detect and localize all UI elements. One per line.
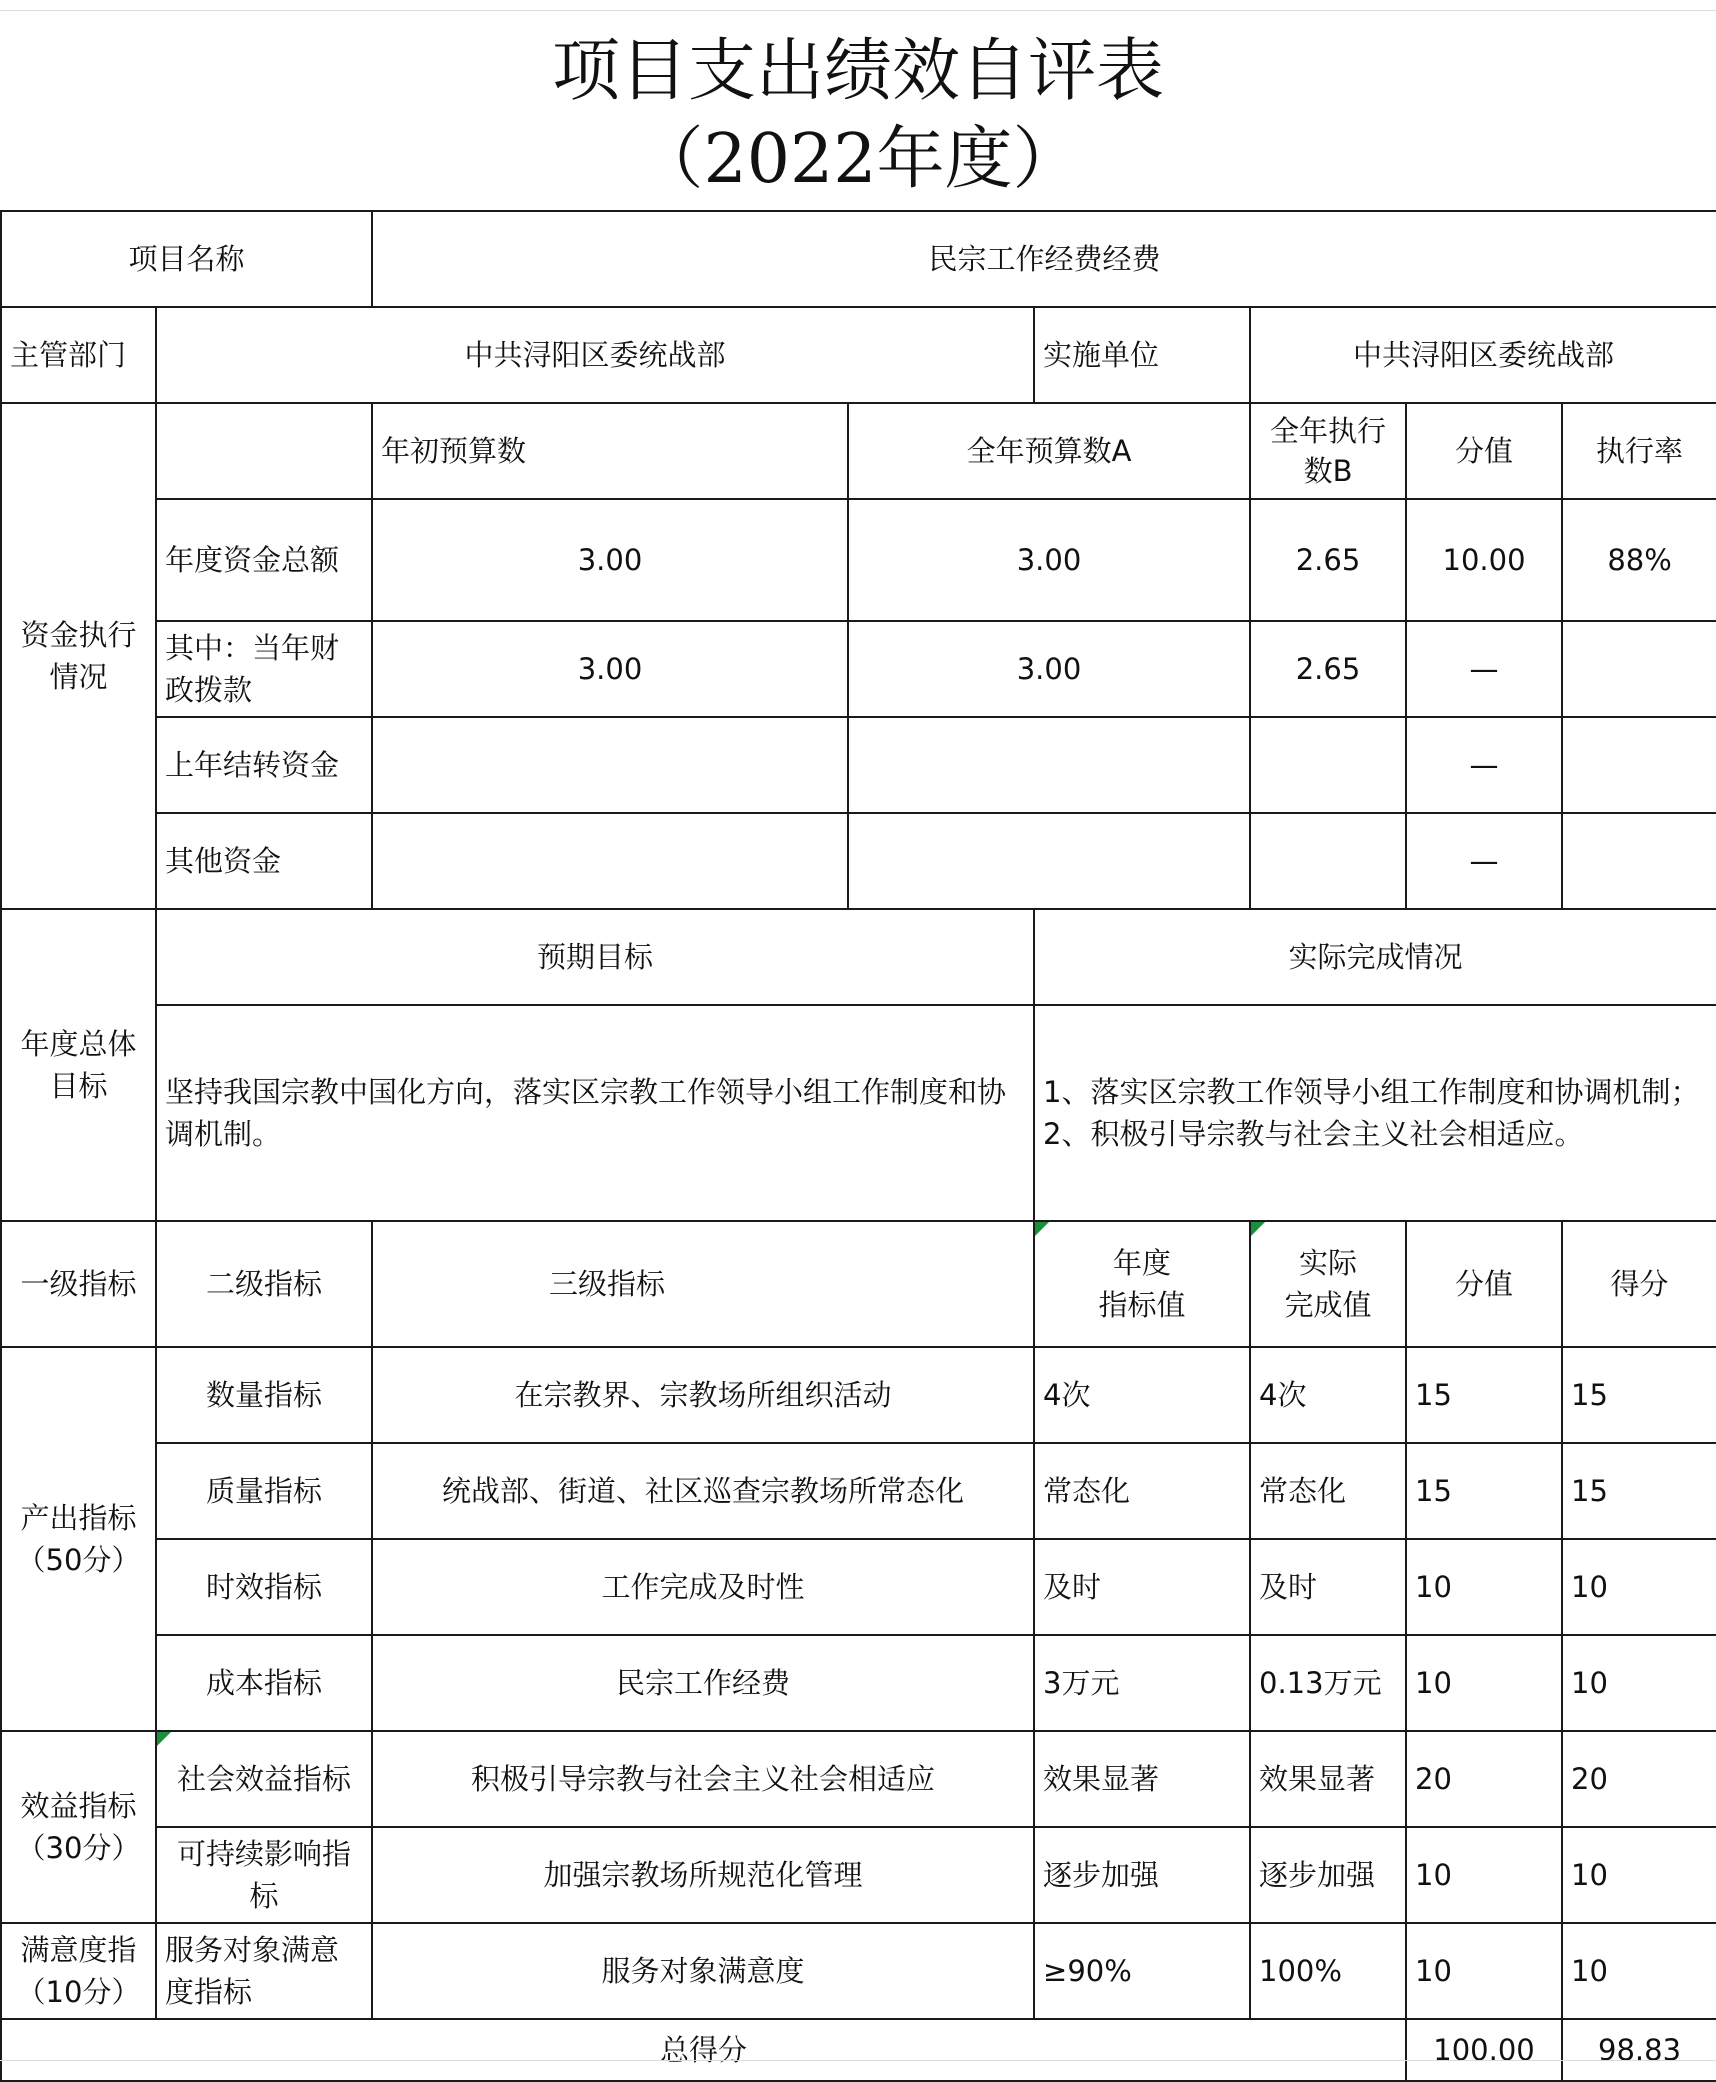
indicator-level3: 工作完成及时性 xyxy=(372,1539,1034,1635)
funds-row-initial: 3.00 xyxy=(372,499,848,621)
funds-row-actual xyxy=(1250,813,1406,909)
funds-row-actual xyxy=(1250,717,1406,813)
funds-row-budget: 3.00 xyxy=(848,621,1250,717)
indicator-header-level3: 三级指标 xyxy=(372,1221,1034,1347)
unit-value: 中共浔阳区委统战部 xyxy=(1250,307,1716,403)
indicator-level3: 统战部、街道、社区巡查宗教场所常态化 xyxy=(372,1443,1034,1539)
indicator-level2: 质量指标 xyxy=(156,1443,372,1539)
funds-row-budget xyxy=(848,813,1250,909)
indicator-score-value: 10 xyxy=(1406,1635,1562,1731)
goals-header-row xyxy=(1,909,1716,1005)
cell-comment-marker xyxy=(1251,1222,1265,1236)
indicator-actual: 4次 xyxy=(1250,1347,1406,1443)
total-score: 98.83 xyxy=(1562,2019,1716,2081)
unit-label: 实施单位 xyxy=(1034,307,1250,403)
funds-row-actual: 2.65 xyxy=(1250,621,1406,717)
goals-actual-label: 实际完成情况 xyxy=(1034,909,1716,1005)
indicator-header-actual-line1: 实际 xyxy=(1299,1246,1358,1280)
indicator-actual: 0.13万元 xyxy=(1250,1635,1406,1731)
indicator-target: 效果显著 xyxy=(1034,1731,1250,1827)
project-name-row xyxy=(1,211,1716,307)
indicator-header-actual xyxy=(1250,1221,1406,1347)
indicator-target: 常态化 xyxy=(1034,1443,1250,1539)
cell-comment-marker xyxy=(157,1732,171,1746)
indicator-group-output: 产出指标（50分） xyxy=(1,1347,156,1731)
form-title-main: 项目支出绩效自评表 xyxy=(551,32,1164,111)
sheet-gridline-bottom xyxy=(0,2060,1716,2080)
indicator-score: 15 xyxy=(1562,1347,1716,1443)
goals-actual-line-2: 2、积极引导宗教与社会主义社会相适应。 xyxy=(1043,1117,1584,1151)
indicator-target: 3万元 xyxy=(1034,1635,1250,1731)
funds-row-actual: 2.65 xyxy=(1250,499,1406,621)
indicator-target: 及时 xyxy=(1034,1539,1250,1635)
indicator-actual: 常态化 xyxy=(1250,1443,1406,1539)
goals-section-label: 年度总体目标 xyxy=(1,909,156,1221)
indicator-score-value: 10 xyxy=(1406,1923,1562,2019)
funds-header-blank xyxy=(156,403,372,499)
indicator-level2: 时效指标 xyxy=(156,1539,372,1635)
evaluation-table xyxy=(0,210,1716,2082)
department-label: 主管部门 xyxy=(1,307,156,403)
sheet-gridline-top xyxy=(0,0,1716,11)
indicator-level2 xyxy=(156,1731,372,1827)
funds-row-label: 年度资金总额 xyxy=(156,499,372,621)
funds-row-label: 其中：当年财政拨款 xyxy=(156,621,372,717)
indicator-header-target-line1: 年度 xyxy=(1113,1246,1172,1280)
funds-row-score-value: — xyxy=(1406,717,1562,813)
cell-comment-marker xyxy=(1035,1222,1049,1236)
funds-header-row xyxy=(1,403,1716,499)
indicator-row xyxy=(1,1539,1716,1635)
indicator-level2: 服务对象满意度指标 xyxy=(156,1923,372,2019)
indicator-score-value: 15 xyxy=(1406,1443,1562,1539)
funds-row-rate xyxy=(1562,621,1716,717)
indicator-header-level2: 二级指标 xyxy=(156,1221,372,1347)
total-label: 总得分 xyxy=(1,2019,1406,2081)
funds-header-rate: 执行率 xyxy=(1562,403,1716,499)
deviation-column xyxy=(1561,1195,1716,2030)
indicator-actual: 及时 xyxy=(1250,1539,1406,1635)
indicator-level3: 服务对象满意度 xyxy=(372,1923,1034,2019)
indicator-actual: 逐步加强 xyxy=(1250,1827,1406,1923)
funds-row-budget: 3.00 xyxy=(848,499,1250,621)
goals-actual-line-1: 1、落实区宗教工作领导小组工作制度和协调机制； xyxy=(1043,1075,1700,1109)
indicator-row xyxy=(1,1923,1716,2019)
funds-row-initial: 3.00 xyxy=(372,621,848,717)
funds-row-initial xyxy=(372,717,848,813)
funds-row-rate xyxy=(1562,813,1716,909)
funds-section-label: 资金执行情况 xyxy=(1,403,156,909)
indicator-score: 10 xyxy=(1562,1635,1716,1731)
indicator-header-score: 得分 xyxy=(1562,1221,1716,1347)
funds-row-score-value: — xyxy=(1406,621,1562,717)
indicator-score-value: 20 xyxy=(1406,1731,1562,1827)
indicator-row xyxy=(1,1443,1716,1539)
form-title xyxy=(0,28,1716,204)
funds-row-rate: 88% xyxy=(1562,499,1716,621)
indicator-score: 20 xyxy=(1562,1731,1716,1827)
indicator-target: ≥90% xyxy=(1034,1923,1250,2019)
indicator-group-benefit: 效益指标（30分） xyxy=(1,1731,156,1923)
indicator-target: 4次 xyxy=(1034,1347,1250,1443)
funds-row-fiscal xyxy=(1,621,1716,717)
indicator-row xyxy=(1,1731,1716,1827)
indicator-header-actual-line2: 完成值 xyxy=(1284,1288,1372,1322)
funds-row-score-value: — xyxy=(1406,813,1562,909)
funds-row-label: 其他资金 xyxy=(156,813,372,909)
funds-row-initial xyxy=(372,813,848,909)
department-row xyxy=(1,307,1716,403)
funds-header-initial: 年初预算数 xyxy=(372,403,848,499)
indicator-level2-text: 社会效益指标 xyxy=(177,1762,352,1796)
indicator-level3: 民宗工作经费 xyxy=(372,1635,1034,1731)
funds-row-budget xyxy=(848,717,1250,813)
indicator-header-target xyxy=(1034,1221,1250,1347)
indicator-score: 10 xyxy=(1562,1827,1716,1923)
indicator-score-value: 10 xyxy=(1406,1827,1562,1923)
indicator-level3: 加强宗教场所规范化管理 xyxy=(372,1827,1034,1923)
project-name-label: 项目名称 xyxy=(1,211,372,307)
funds-row-other xyxy=(1,813,1716,909)
indicator-row xyxy=(1,1347,1716,1443)
indicator-score-value: 15 xyxy=(1406,1347,1562,1443)
indicator-score: 15 xyxy=(1562,1443,1716,1539)
indicator-row xyxy=(1,1635,1716,1731)
indicator-actual: 100% xyxy=(1250,1923,1406,2019)
funds-row-label: 上年结转资金 xyxy=(156,717,372,813)
funds-header-score-value: 分值 xyxy=(1406,403,1562,499)
indicator-header-row xyxy=(1,1221,1716,1347)
funds-row-score-value: 10.00 xyxy=(1406,499,1562,621)
form-title-year: （2022年度） xyxy=(635,120,1081,199)
goals-expected-text: 坚持我国宗教中国化方向，落实区宗教工作领导小组工作制度和协调机制。 xyxy=(156,1005,1034,1221)
indicator-level3: 积极引导宗教与社会主义社会相适应 xyxy=(372,1731,1034,1827)
indicator-row xyxy=(1,1827,1716,1923)
indicator-level3: 在宗教界、宗教场所组织活动 xyxy=(372,1347,1034,1443)
goals-content-row xyxy=(1,1005,1716,1221)
indicator-score: 10 xyxy=(1562,1539,1716,1635)
project-name-value: 民宗工作经费经费 xyxy=(372,211,1716,307)
indicator-level2: 数量指标 xyxy=(156,1347,372,1443)
indicator-header-target-line2: 指标值 xyxy=(1098,1288,1186,1322)
goals-expected-label: 预期目标 xyxy=(156,909,1034,1005)
indicator-score: 10 xyxy=(1562,1923,1716,2019)
indicator-actual: 效果显著 xyxy=(1250,1731,1406,1827)
indicator-header-score-value: 分值 xyxy=(1406,1221,1562,1347)
funds-row-rate xyxy=(1562,717,1716,813)
indicator-header-level1: 一级指标 xyxy=(1,1221,156,1347)
funds-row-carryover xyxy=(1,717,1716,813)
department-value: 中共浔阳区委统战部 xyxy=(156,307,1034,403)
total-score-value: 100.00 xyxy=(1406,2019,1562,2081)
indicator-level2: 可持续影响指标 xyxy=(156,1827,372,1923)
funds-row-total xyxy=(1,499,1716,621)
funds-header-actual: 全年执行数B xyxy=(1250,403,1406,499)
goals-actual-text xyxy=(1034,1005,1716,1221)
indicator-score-value: 10 xyxy=(1406,1539,1562,1635)
indicator-group-satisfaction: 满意度指（10分） xyxy=(1,1923,156,2019)
indicator-target: 逐步加强 xyxy=(1034,1827,1250,1923)
indicator-level2: 成本指标 xyxy=(156,1635,372,1731)
funds-header-budget: 全年预算数A xyxy=(848,403,1250,499)
